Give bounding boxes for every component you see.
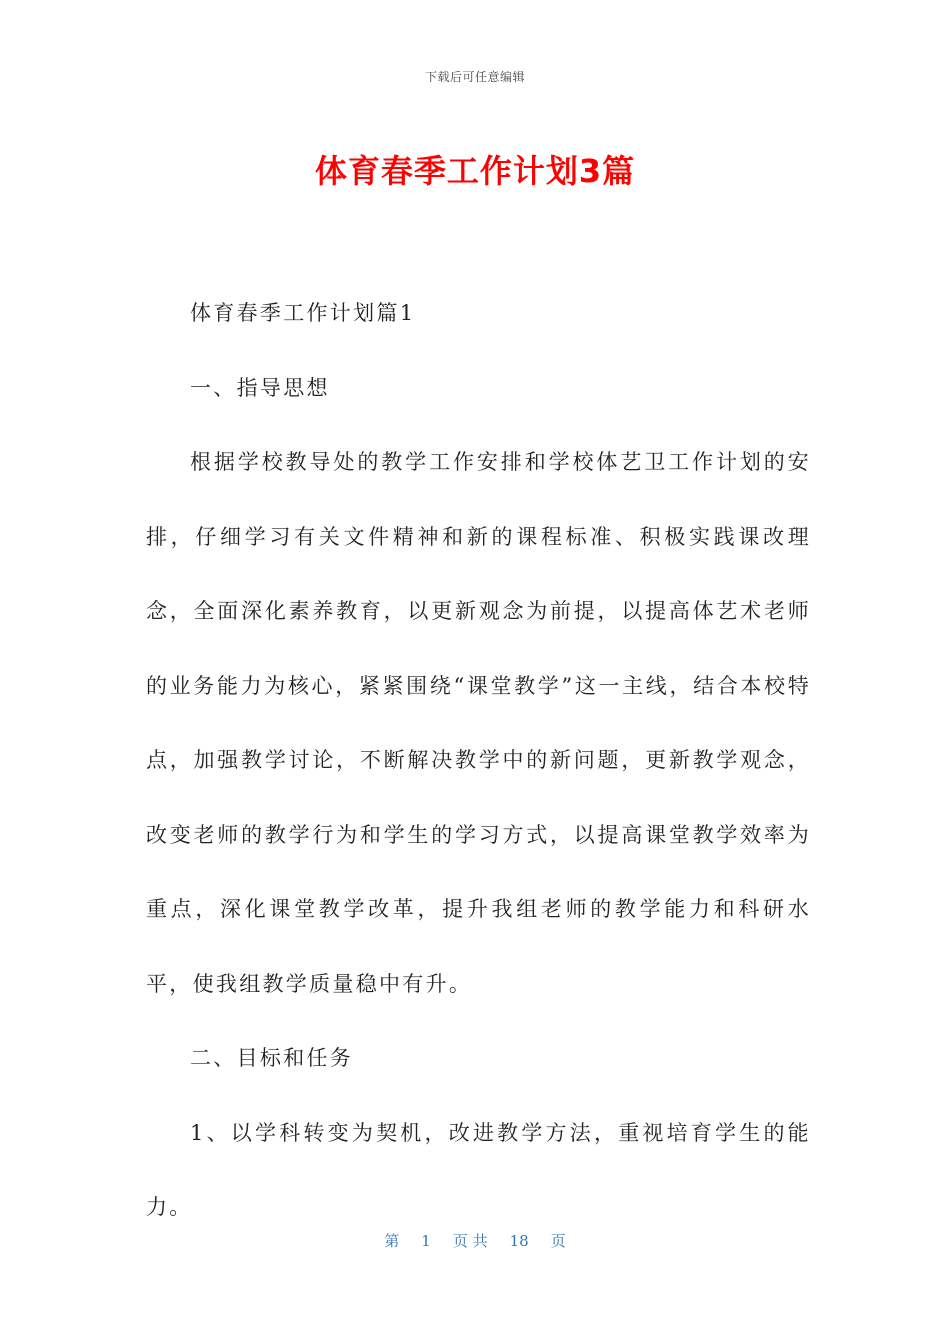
footer-prefix: 第 <box>384 1232 400 1250</box>
document-title: 体育春季工作计划3篇 <box>314 152 636 190</box>
header-note: 下载后可任意编辑 <box>424 70 525 84</box>
footer-total-pages: 18 <box>509 1232 529 1250</box>
section-heading-guiding-ideology: 一、指导思想 <box>190 375 330 400</box>
section-heading-goals-tasks: 二、目标和任务 <box>190 1046 354 1070</box>
paragraph-guiding-ideology: 根据学校教导处的教学工作安排和学校体艺卫工作计划的安排，仔细学习有关文件精神和新的课程标准、积极实践课改理念，全面深化素养教育，以更新观念为前提，以提高体艺术老师的业务能力为核心，紧紧围绕“课堂教学”这一主线，结合本校特点，加强教学讨论，不断解决教学中的新问题，更新教学观念，改变老师的教学行为和学生的学习方式，以提高课堂教学效率为重点，深化课堂教学改革，提升我组老师的教学能力和科研水平，使我组教学质量稳中有升。 <box>146 450 811 996</box>
footer-suffix: 页 <box>550 1232 566 1250</box>
section-heading-plan-1: 体育春季工作计划篇1 <box>190 301 416 325</box>
page-footer <box>0 1230 950 1251</box>
document-body <box>146 276 811 1245</box>
list-item-goal-1: 1、以学科转变为契机，改进教学方法，重视培育学生的能力。 <box>146 1120 811 1219</box>
footer-middle: 页 共 <box>452 1232 488 1250</box>
footer-current-page: 1 <box>421 1232 431 1250</box>
